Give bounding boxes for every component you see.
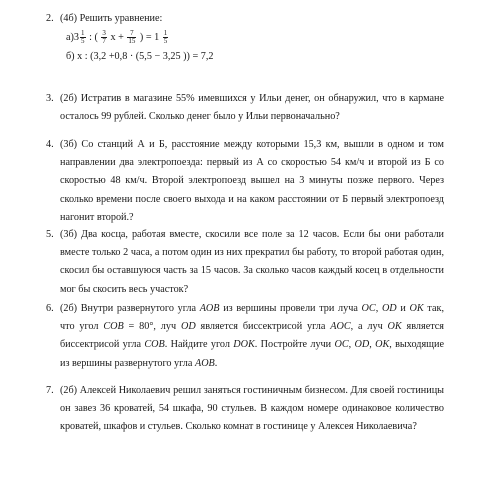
ray-label: OK: [375, 339, 390, 351]
problem-text: (3б) Два косца, работая вместе, скосили все поле за 12 часов. Если бы они работали вместе только 2 часа, а потом один из них прекратил бы работу, то второй работая один, скосил бы оставшуюся часть за 15 часов. За сколько часов каждый косец в отдельности мог бы скосить весь участок?: [60, 229, 444, 295]
text-span: . Найдите угол: [164, 339, 234, 351]
problem-5: [46, 226, 444, 299]
problem-number: 3.: [46, 93, 54, 104]
problem-number: 2.: [46, 13, 54, 24]
problem-4: [46, 136, 444, 227]
eq-a-text: x +: [107, 32, 127, 44]
angle-label: AOB: [194, 357, 215, 369]
angle-label: COB: [103, 321, 124, 333]
fraction: [127, 30, 136, 45]
angle-label: AOB: [199, 303, 220, 314]
problem-text: (3б) Со станций А и Б, расстояние между которыми 15,3 км, вышли в одном и том направлении два электропоезда: первый из А со скоростью 54 км/ч и второй из Б со скоростью 48 км/ч. Второй электропоезд вышел на 3 минуты позже первого. Через сколько времени после своего выхода и на каком расстоянии от Б первый электропоезд нагонит второй.?: [60, 139, 444, 223]
text-span: .: [214, 357, 218, 369]
ray-label: OK: [387, 321, 402, 333]
fraction: [80, 30, 86, 45]
angle-label: DOK: [233, 339, 255, 351]
text-span: является биссектрисой угла: [195, 321, 331, 333]
numerator: 7: [127, 30, 136, 38]
text-span: ,: [369, 339, 376, 351]
fraction: [163, 30, 169, 45]
equation-b: б) x : (3,2 +0,8 · (5,5 − 3,25 )) = 7,2: [66, 51, 214, 63]
problem-number: 6.: [46, 303, 54, 314]
equation-a: [66, 28, 444, 47]
problem-text: [60, 300, 444, 373]
problem-6: [46, 300, 444, 373]
text-span: и: [396, 303, 410, 314]
ray-label: OC: [334, 339, 349, 351]
ray-label: OC: [361, 303, 376, 314]
eq-a-text: ) = 1: [137, 32, 162, 44]
ray-label: OD: [180, 321, 196, 333]
angle-label: COB: [144, 339, 165, 351]
eq-a-text: : (: [86, 32, 101, 44]
ray-label: OK: [409, 303, 424, 314]
ray-label: OD: [381, 303, 397, 314]
text-span: из вершины провели три луча: [219, 303, 362, 314]
text-span: ,: [375, 303, 382, 314]
denominator: 5: [163, 37, 168, 46]
problem-number: 7.: [46, 385, 54, 396]
angle-label: AOC: [330, 321, 351, 333]
numerator: 3: [102, 29, 106, 38]
fraction: [101, 30, 107, 45]
denominator: 7: [102, 37, 106, 46]
text-span: так, что угол: [60, 303, 444, 333]
numerator: 1: [163, 29, 168, 38]
problem-text: (2б) Алексей Николаевич решил заняться гостиничным бизнесом. Для своей гостиницы он завез 36 кроватей, 54 шкафа, 90 стульев. В каждом номере одинаковое количество кроватей, шкафов и стульев. Сколько комнат в гостинице у Алексея Николаевича?: [60, 385, 444, 433]
text-span: . Постройте лучи: [254, 339, 335, 351]
ray-label: OD: [354, 339, 370, 351]
problem-text: (2б) Истратив в магазине 55% имевшихся у Ильи денег, он обнаружил, что в кармане осталось 99 рублей. Сколько денег было у Ильи первоначально?: [60, 93, 444, 123]
problem-number: 5.: [46, 229, 54, 240]
text-span: ,: [348, 339, 355, 351]
eq-a-prefix: а)3: [66, 32, 80, 44]
text-span: является биссектрисой угла: [60, 321, 444, 351]
problem-title: (4б) Решить уравнение:: [60, 13, 163, 24]
denominator: 5: [81, 37, 85, 46]
problem-3: [46, 90, 444, 126]
text-span: (2б) Внутри развернутого угла: [60, 303, 200, 314]
text-span: = 80°, луч: [123, 321, 181, 333]
problem-number: 4.: [46, 139, 54, 150]
problem-2: [46, 10, 444, 66]
problem-7: [46, 382, 444, 437]
denominator: 15: [128, 37, 136, 46]
numerator: 1: [81, 29, 85, 38]
text-span: , выходящие из вершины развернутого угла: [60, 339, 444, 369]
text-span: , а луч: [350, 321, 388, 333]
